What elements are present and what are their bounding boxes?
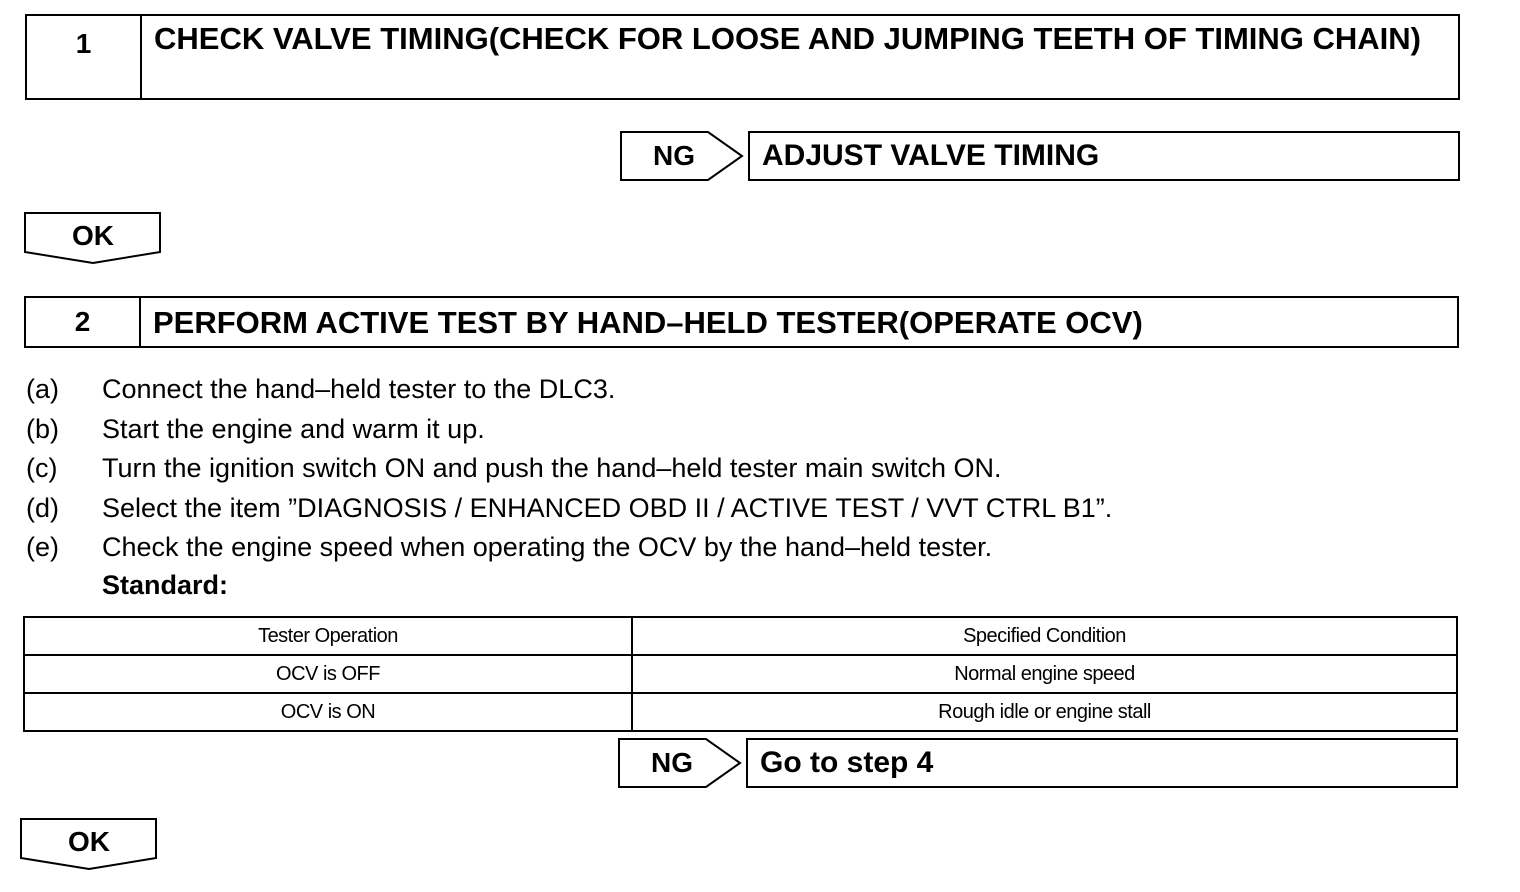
instruction-list — [26, 370, 1112, 568]
step-2-title: PERFORM ACTIVE TEST BY HAND–HELD TESTER(OPERATE OCV) — [153, 305, 1143, 340]
step-1-ng-row — [620, 131, 1460, 181]
step-2-box — [24, 296, 1459, 348]
step-2-ng-result: Go to step 4 — [746, 738, 1458, 788]
instruction-item: (e) Check the engine speed when operating the OCV by the hand–held tester. — [26, 532, 993, 563]
instruction-item: (d) Select the item ”DIAGNOSIS / ENHANCED OBD II / ACTIVE TEST / VVT CTRL B1”. — [26, 492, 1113, 523]
ng-arrow-icon — [618, 738, 742, 788]
table-header-cell: Specified Condition — [632, 617, 1457, 655]
table-cell: Rough idle or engine stall — [632, 693, 1457, 731]
step-2-ok-label: OK — [68, 826, 110, 857]
table-row — [24, 693, 1457, 731]
table-row — [24, 655, 1457, 693]
spec-table — [23, 616, 1458, 732]
step-1-number: 1 — [27, 16, 142, 98]
instruction-item: (b) Start the engine and warm it up. — [26, 413, 485, 444]
step-2-ng-label: NG — [651, 747, 693, 778]
table-header-cell: Tester Operation — [24, 617, 632, 655]
step-2-number: 2 — [26, 298, 141, 346]
step-1-box — [25, 14, 1460, 100]
step-2-ng-row — [618, 738, 1458, 788]
table-cell: OCV is OFF — [24, 655, 632, 693]
table-cell: Normal engine speed — [632, 655, 1457, 693]
table-cell: OCV is ON — [24, 693, 632, 731]
instruction-item: (c) Turn the ignition switch ON and push the hand–held tester main switch ON. — [26, 453, 1002, 484]
step-1-title: CHECK VALVE TIMING(CHECK FOR LOOSE AND JUMPING TEETH OF TIMING CHAIN) — [154, 21, 1421, 56]
step-2-ok-badge — [20, 818, 158, 870]
step-1-ok-badge — [24, 212, 162, 264]
standard-label: Standard: — [102, 570, 229, 600]
instruction-item: (a) Connect the hand–held tester to the DLC3. — [26, 374, 616, 405]
step-1-ng-result: ADJUST VALVE TIMING — [748, 131, 1460, 181]
ng-arrow-icon — [620, 131, 744, 181]
table-header-row — [24, 617, 1457, 655]
step-1-ng-label: NG — [653, 140, 695, 171]
step-1-ok-label: OK — [72, 220, 114, 251]
